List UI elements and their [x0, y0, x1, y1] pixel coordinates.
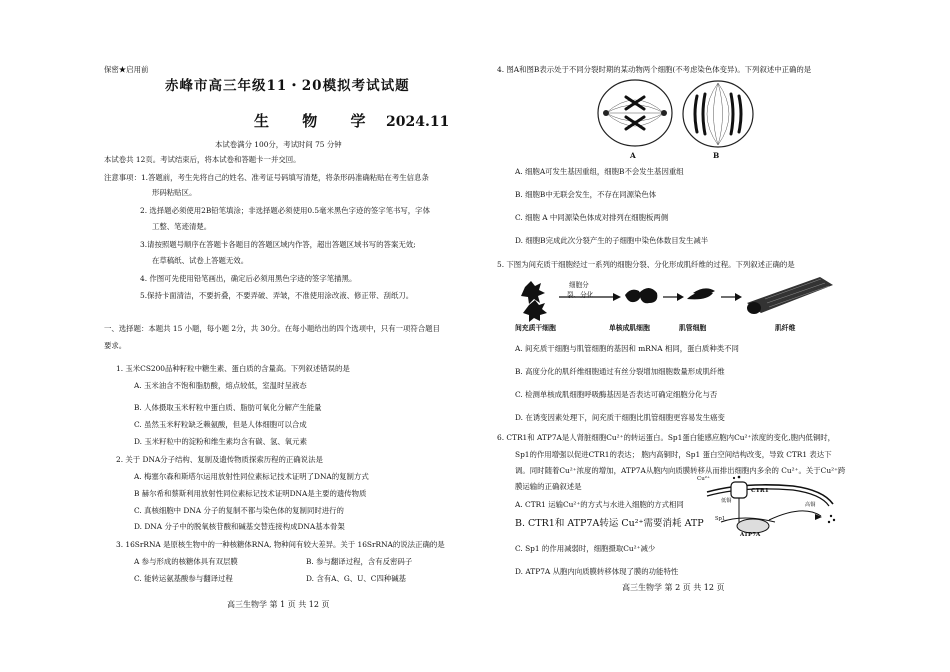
q5-option-c: C. 检测单核成肌细胞呼吸酶基因是否表达可确定细胞分化与否: [515, 390, 718, 399]
q4-option-d: D. 细胞B完成此次分裂产生的子细胞中染色体数目发生减半: [515, 236, 709, 245]
q6-option-b: B. CTR1和 ATP7A转运 Cu²⁺需要消耗 ATP: [515, 518, 704, 529]
q5-arrow-label-1: 细胞分: [569, 281, 589, 289]
q5-label-myotube: 肌管细胞: [679, 324, 707, 332]
q1-option-b: B. 人体摄取玉米籽粒中蛋白质、脂肪可氧化分解产生能量: [134, 403, 322, 412]
exam-title: 赤峰市高三年级11・20模拟考试试题: [165, 78, 410, 94]
q6-line-1: 6. CTR1和 ATP7A是人肾脏细胞Cu²⁺的转运蛋白。Sp1蛋白能感应胞内Cu²⁺浓度的变化,胞内低铜时，: [497, 433, 835, 442]
q6-option-a: A. CTR1 运输Cu²⁺的方式与水进入细胞的方式相同: [515, 500, 684, 509]
note-1b: 形码粘贴区。: [152, 188, 197, 197]
cell-b-label: B: [713, 151, 720, 160]
q5-label-myoblast: 单核成肌细胞: [609, 324, 650, 332]
note-3: 3.请按照题号顺序在答题卡各题目的答题区域内作答，超出答题区域书写的答案无效;: [140, 240, 416, 249]
q1-option-a: A. 玉米油含不饱和脂肪酸，熔点较低，室温时呈液态: [134, 381, 307, 390]
subject-title: 生 物 学: [254, 112, 380, 130]
q6-label-sp1: Sp1: [715, 516, 726, 522]
cell-a-label: A: [630, 151, 636, 160]
note-5: 5.保持卡面清洁，不要折叠，不要弄破、弄皱，不准使用涂改液、修正带、刮纸刀。: [140, 291, 414, 300]
pages-line: 本试卷共 12页。考试结束后，将本试卷和答题卡一并交回。: [104, 155, 301, 164]
q5-option-a: A. 间充质干细胞与肌管细胞的基因和 mRNA 相同，蛋白质种类不同: [515, 344, 739, 353]
cell-a-figure: [596, 77, 674, 153]
q5-differentiation-diagram: [515, 273, 835, 325]
q3-option-c: C. 能转运氨基酸参与翻译过程: [134, 574, 233, 583]
q6-label-cu: Cu²⁺: [697, 476, 710, 482]
q4-option-b: B. 细胞B中无联会发生，不存在同源染色体: [515, 190, 657, 199]
exam-year: 2024.11: [386, 114, 450, 130]
note-4: 4. 作图可先使用铅笔画出，确定后必须用黑色字迹的签字笔描黑。: [140, 274, 357, 283]
q6-option-d: D. ATP7A 从胞内向质膜转移体现了膜的功能特性: [515, 567, 679, 576]
q5-option-d: D. 在诱变因素处理下，间充质干细胞比肌管细胞更容易发生癌变: [515, 413, 725, 422]
q6-option-c: C. Sp1 的作用减弱时，细胞摄取Cu²⁺减少: [515, 544, 656, 553]
q1-option-d: D. 玉米籽粒中的淀粉和维生素均含有碳、氢、氧元素: [134, 437, 307, 446]
q6-line-3: 调。同时随着Cu²⁺浓度的增加，ATP7A从胞内向质膜转移从而排出细胞内多余的 Cu²⁺。关于Cu²⁺跨: [515, 466, 846, 475]
q6-line-2: Sp1的作用增强以促进CTR1的表达； 胞内高铜时，Sp1 蛋白空间结构改变，导致 CTR1 表达下: [515, 450, 832, 459]
q6-label-ctr1: CTR1: [751, 488, 769, 494]
q5-stem: 5. 下图为间充质干细胞经过一系列的细胞分裂、分化形成肌纤维的过程。下列叙述正确的是: [497, 260, 795, 269]
left-footer: 高三生物学 第 1 页 共 12 页: [227, 600, 330, 609]
note-1: 注意事项：1.答题前，考生先将自己的姓名、准考证号码填写清楚，将条形码准确粘贴在考生信息条: [104, 173, 429, 182]
q5-option-b: B. 高度分化的肌纤维细胞通过有丝分裂增加细胞数量形成肌纤维: [515, 367, 725, 376]
q6-label-low: 低铜: [721, 498, 732, 504]
q3-option-b: B. 参与翻译过程，含有反密码子: [306, 557, 413, 566]
section1-line1: 一、选择题：本题共 15 小题，每小题 2分，共 30分。在每小题给出的四个选项中，只有一项符合题目: [104, 324, 440, 333]
q2-option-c: C. 真核细胞中 DNA 分子的复制不都与染色体的复制同时进行的: [134, 506, 344, 515]
q5-label-stem-cell: 间充质干细胞: [515, 324, 556, 332]
q5-arrow-label-2: 裂、分化: [567, 291, 594, 299]
note-2b: 工整、笔迹清楚。: [152, 222, 212, 231]
section1-line2: 要求。: [104, 341, 127, 350]
q2-stem: 2. 关于 DNA分子结构、复制及遗传物质探索历程的正确说法是: [116, 455, 323, 464]
q3-option-a: A 参与形成的核糖体具有双层膜: [134, 557, 238, 566]
note-3b: 在草稿纸、试卷上答题无效。: [152, 256, 249, 265]
q6-label-high: 高铜: [805, 502, 816, 508]
q4-option-a: A. 细胞A可发生基因重组，细胞B不会发生基因重组: [515, 167, 684, 176]
q1-option-c: C. 虽然玉米籽粒缺乏赖氨酸，但是人体细胞可以合成: [134, 420, 307, 429]
cell-b-figure: [681, 78, 755, 152]
score-line: 本试卷满分 100分，考试时间 75 分钟: [215, 140, 342, 149]
q3-option-d: D. 含有A、G、U、C四种碱基: [306, 574, 407, 583]
q2-option-b: B 赫尔希和蔡斯利用放射性同位素标记技术证明DNA是主要的遗传物质: [134, 489, 367, 498]
q2-option-a: A. 梅塞尔森和斯塔尔运用放射性同位素标记技术证明了DNA的复制方式: [134, 472, 369, 481]
secret-label: 保密★启用前: [104, 65, 149, 74]
note-2: 2. 选择题必须使用2B铅笔填涂；非选择题必须使用0.5毫米黑色字迹的签字笔书写，字体: [140, 206, 430, 215]
q1-stem: 1. 玉米CS200品种籽粒中糖生素、蛋白质的含量高。下列叙述错误的是: [116, 364, 350, 373]
q2-option-d: D. DNA 分子中的脱氧核苷酸和碱基交替连接构成DNA基本骨架: [134, 522, 345, 531]
right-footer: 高三生物学 第 2 页 共 12 页: [622, 583, 725, 592]
q3-stem: 3. 16SrRNA 是原核生物中的一种核糖体RNA, 物种间有较大差异。关于 16SrRNA的说法正确的是: [116, 540, 445, 549]
q4-option-c: C. 细胞 A 中同源染色体成对排列在细胞板两侧: [515, 213, 669, 222]
q5-label-muscle-fiber: 肌纤维: [775, 324, 796, 332]
right-page: [475, 0, 950, 672]
q6-label-atp7a: ATP7A: [740, 532, 761, 538]
q6-line-4: 膜运输的正确叙述是: [515, 482, 582, 491]
q4-stem: 4. 图A和图B表示处于不同分裂时期的某动物两个细胞(不考虑染色体变异)。下列叙述中正确的是: [497, 65, 812, 74]
